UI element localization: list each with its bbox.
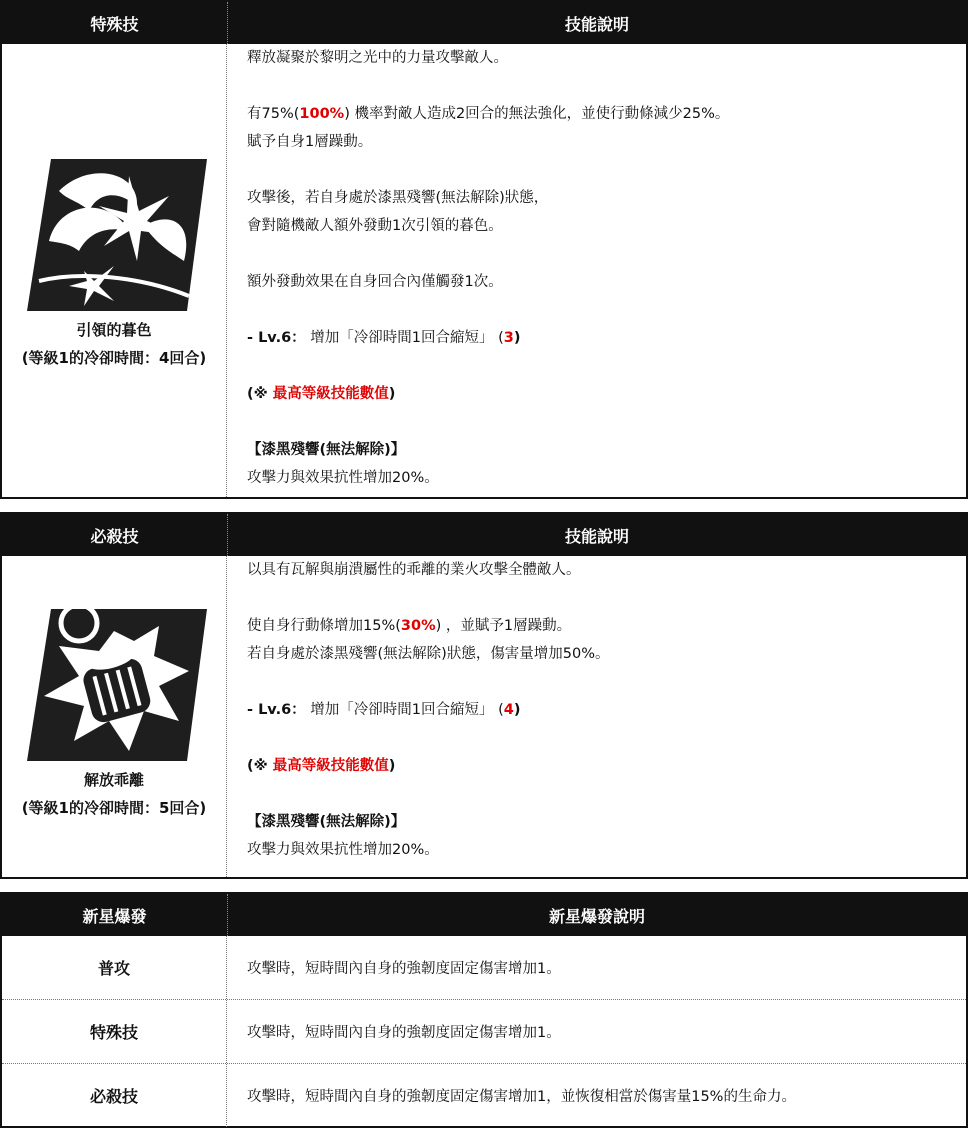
desc-line: 釋放凝聚於黎明之光中的力量攻擊敵人。 (247, 50, 508, 66)
special-skill-table (0, 0, 968, 499)
status-description: 攻擊力與效果抗性增加20%。 (247, 842, 439, 858)
level-upgrade-line: - Lv.6： 增加「冷卻時間1回合縮短」 (3) (247, 330, 521, 346)
table-header (2, 514, 966, 556)
header-skill-type: 特殊技 (2, 2, 228, 44)
row-label: 普攻 (2, 936, 227, 999)
max-level-note: (※ 最高等級技能數值) (247, 758, 396, 774)
desc-line: 會對隨機敵人額外發動1次引領的暮色。 (247, 218, 503, 234)
desc-line: 若自身處於漆黑殘響(無法解除)狀態，傷害量增加50%。 (247, 646, 610, 662)
desc-line: 賦予自身1層躁動。 (247, 134, 373, 150)
header-skill-description: 技能說明 (564, 14, 629, 34)
skill-cooldown: (等級1的冷卻時間：5回合) (21, 799, 207, 817)
nova-burst-table (0, 892, 968, 1128)
max-level-note: (※ 最高等級技能數值) (247, 386, 396, 402)
row-description: 攻擊時，短時間內自身的強韌度固定傷害增加1。 (247, 961, 561, 977)
skill-description-cell (227, 44, 966, 497)
row-label: 必殺技 (2, 1064, 227, 1127)
status-title: 【漆黑殘響(無法解除)】 (247, 814, 406, 830)
header-skill-description: 技能說明 (564, 526, 629, 546)
table-header (2, 894, 966, 936)
row-description: 攻擊時，短時間內自身的強韌度固定傷害增加1。 (247, 1025, 561, 1041)
feather-burst-icon (19, 151, 209, 316)
table-header (2, 2, 966, 44)
status-title: 【漆黑殘響(無法解除)】 (247, 442, 406, 458)
skill-description-cell (227, 556, 966, 877)
lantern-burst-icon (19, 601, 209, 766)
max-level-value: 30% (400, 618, 436, 634)
desc-line: 攻擊後，若自身處於漆黑殘響(無法解除)狀態， (247, 190, 549, 206)
header-nova-type: 新星爆發 (2, 894, 228, 936)
desc-line: 有75%(100%) 機率對敵人造成2回合的無法強化，並使行動條減少25%。 (247, 106, 730, 122)
skill-cooldown: (等級1的冷卻時間：4回合) (21, 349, 207, 367)
header-skill-type: 必殺技 (2, 514, 228, 556)
level-upgrade-line: - Lv.6： 增加「冷卻時間1回合縮短」 (4) (247, 702, 521, 718)
desc-line: 額外發動效果在自身回合內僅觸發1次。 (247, 274, 503, 290)
table-row (2, 1063, 966, 1127)
skill-name: 引領的暮色 (76, 321, 152, 339)
skill-name: 解放乖離 (83, 771, 144, 789)
table-row (2, 999, 966, 1063)
desc-line: 以具有瓦解與崩潰屬性的乖離的業火攻擊全體敵人。 (247, 562, 581, 578)
max-level-value: 100% (299, 106, 345, 122)
nova-rows (2, 936, 966, 1127)
row-label: 特殊技 (2, 1000, 227, 1063)
desc-line: 使自身行動條增加15%(30%) ，並賦予1層躁動。 (247, 618, 572, 634)
skill-info-cell (2, 44, 227, 497)
status-description: 攻擊力與效果抗性增加20%。 (247, 470, 439, 486)
table-row (2, 936, 966, 999)
row-description: 攻擊時，短時間內自身的強韌度固定傷害增加1，並恢復相當於傷害量15%的生命力。 (247, 1089, 796, 1105)
skill-info-cell (2, 556, 227, 877)
header-nova-description: 新星爆發說明 (548, 906, 645, 926)
ultimate-skill-table (0, 512, 968, 879)
